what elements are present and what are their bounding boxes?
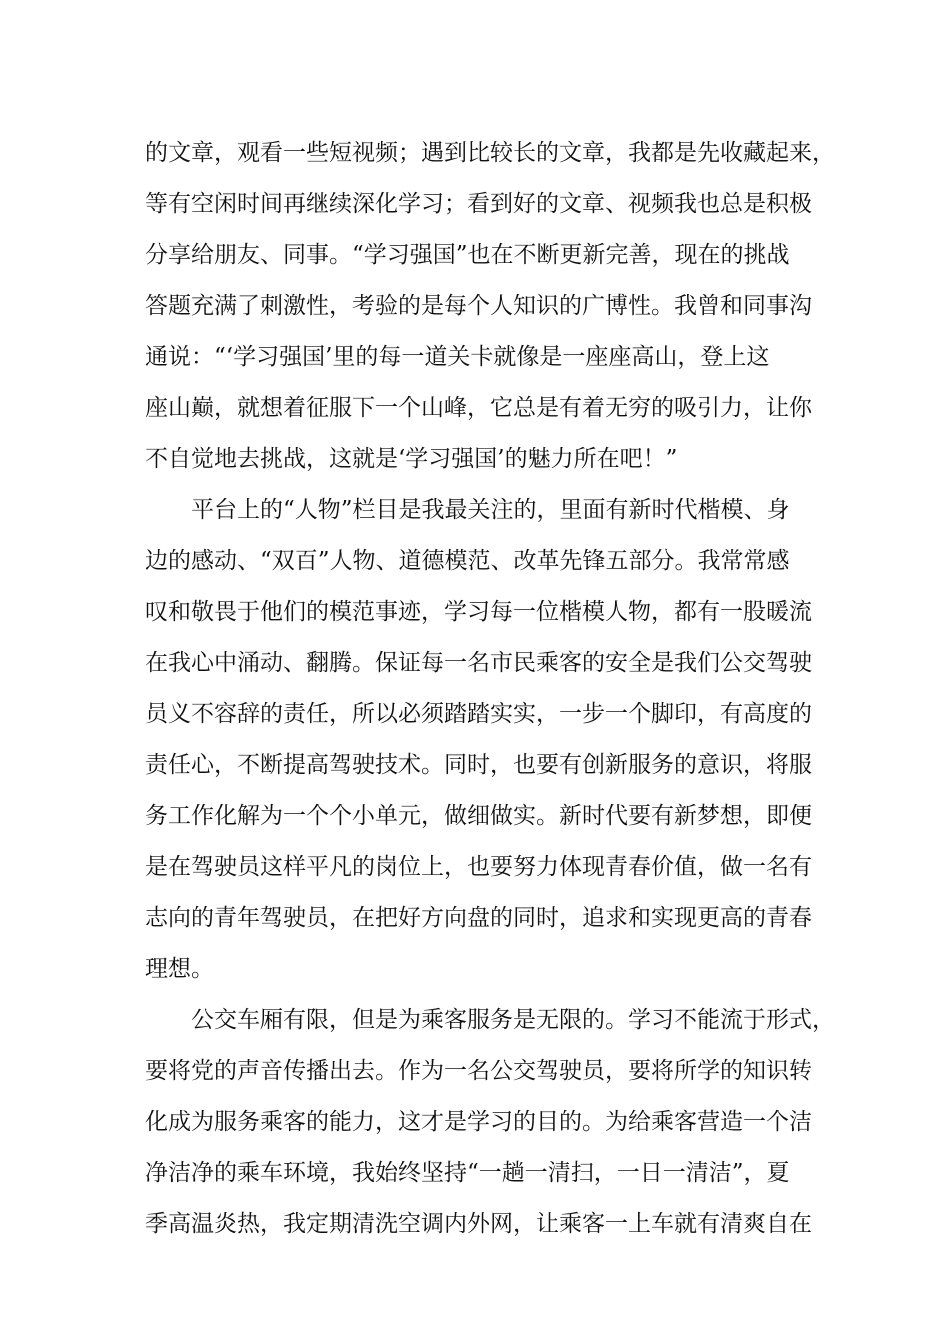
text-line: 理想。 bbox=[145, 956, 214, 982]
text-line: 通说：“‘学习强国’里的每一道关卡就像是一座座高山，登上这 bbox=[145, 344, 770, 370]
text-line: 志向的青年驾驶员，在把好方向盘的同时，追求和实现更高的青春 bbox=[145, 905, 812, 931]
text-line: 边的感动、“双百”人物、道德模范、改革先锋五部分。我常常感 bbox=[145, 548, 790, 574]
text-line: 分享给朋友、同事。“学习强国”也在不断更新完善，现在的挑战 bbox=[145, 242, 790, 268]
paragraph-start-line: 平台上的“人物”栏目是我最关注的，里面有新时代楷模、身 bbox=[145, 497, 790, 523]
text-line: 季高温炎热，我定期清洗空调内外网，让乘客一上车就有清爽自在 bbox=[145, 1211, 812, 1237]
text-line: 叹和敬畏于他们的模范事迹，学习每一位楷模人物，都有一股暖流 bbox=[145, 599, 812, 625]
text-line: 责任心，不断提高驾驶技术。同时，也要有创新服务的意识，将服 bbox=[145, 752, 812, 778]
text-line: 座山巅，就想着征服下一个山峰，它总是有着无穷的吸引力，让你 bbox=[145, 395, 812, 421]
body-text bbox=[145, 128, 835, 1250]
text-line: 是在驾驶员这样平凡的岗位上，也要努力体现青春价值，做一名有 bbox=[145, 854, 812, 880]
text-line: 答题充满了刺激性，考验的是每个人知识的广博性。我曾和同事沟 bbox=[145, 293, 812, 319]
text-line: 的文章，观看一些短视频；遇到比较长的文章，我都是先收藏起来， bbox=[145, 140, 835, 166]
text-line: 不自觉地去挑战，这就是‘学习强国’的魅力所在吧！” bbox=[145, 446, 678, 472]
text-line: 在我心中涌动、翻腾。保证每一名市民乘客的安全是我们公交驾驶 bbox=[145, 650, 812, 676]
text-line: 净洁净的乘车环境，我始终坚持“一趟一清扫，一日一清洁”，夏 bbox=[145, 1160, 790, 1186]
text-line: 要将党的声音传播出去。作为一名公交驾驶员，要将所学的知识转 bbox=[145, 1058, 812, 1084]
text-line: 等有空闲时间再继续深化学习；看到好的文章、视频我也总是积极 bbox=[145, 191, 812, 217]
text-line: 员义不容辞的责任，所以必须踏踏实实，一步一个脚印，有高度的 bbox=[145, 701, 812, 727]
text-line: 化成为服务乘客的能力，这才是学习的目的。为给乘客营造一个洁 bbox=[145, 1109, 812, 1135]
text-line: 务工作化解为一个个小单元，做细做实。新时代要有新梦想，即便 bbox=[145, 803, 812, 829]
paragraph-start-line: 公交车厢有限，但是为乘客服务是无限的。学习不能流于形式， bbox=[145, 1007, 835, 1033]
